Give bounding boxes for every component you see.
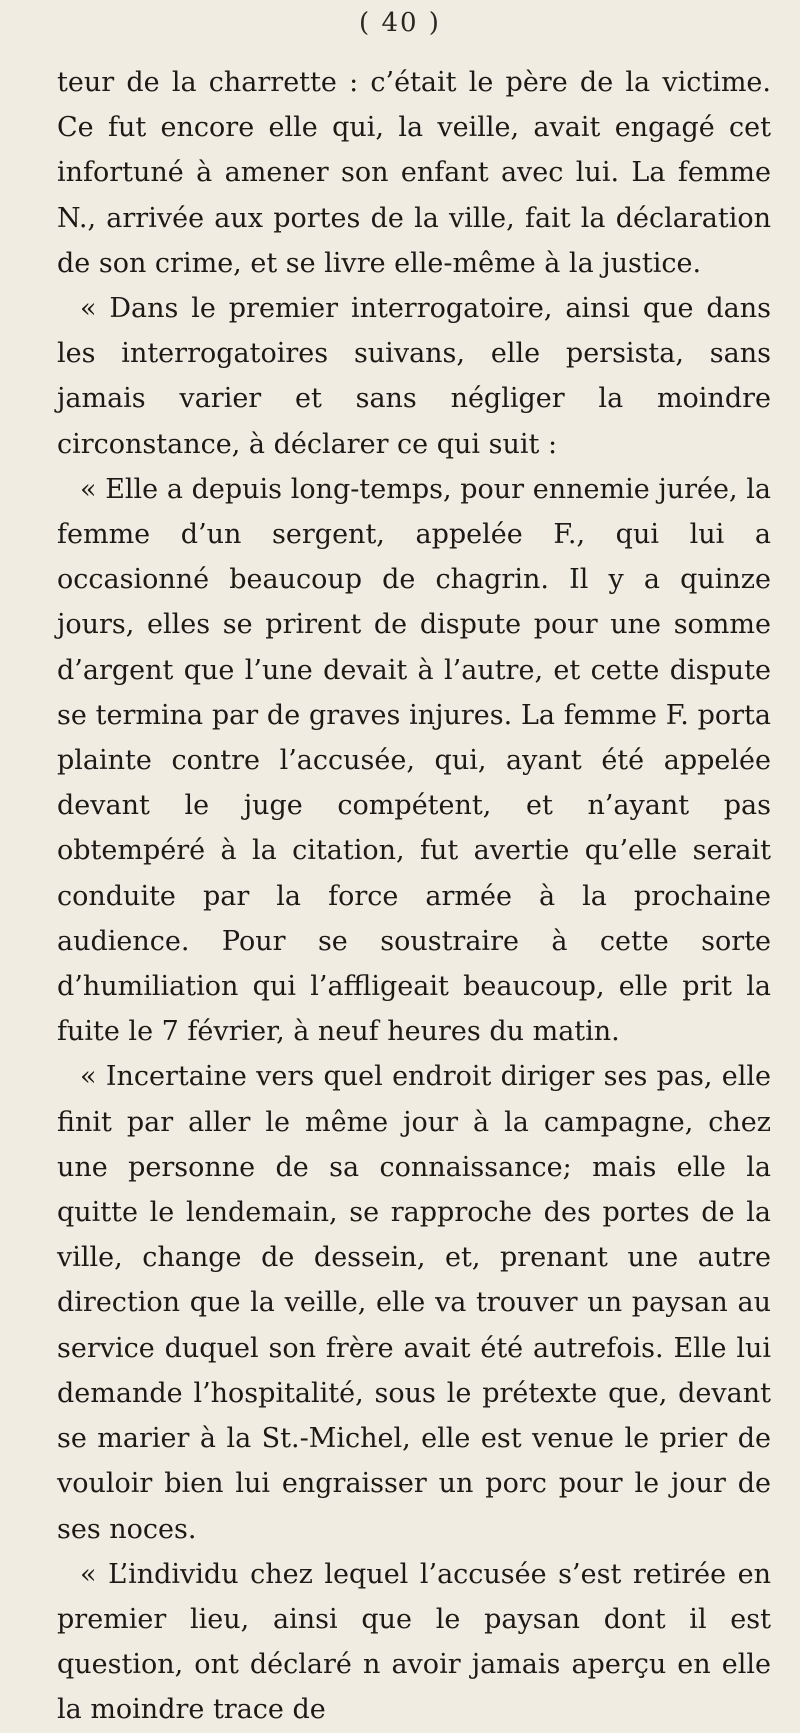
paragraph-flight: « Incertaine vers quel endroit diriger ses pas, elle finit par aller le même jour à la campagne, chez une personne de sa connaissance; mais elle la quitte le lendemain, se rapproche des portes de la ville, change de dessein, et, prenant une autre direction que la veille, elle va trouver un paysan au service duquel son frère avait été autrefois. Elle lui demande l’hospitalité, sous le prétexte que, devant se marier à la St.-Michel, elle est venue le prier de vouloir bien lui engraisser un porc pour le jour de ses noces.: [57, 1061, 771, 1545]
paragraph-interrogation: « Dans le premier interrogatoire, ainsi que dans les interrogatoires suivans, elle persista, sans jamais varier et sans négliger la moindre circonstance, à déclarer ce qui suit :: [57, 293, 771, 460]
page-number: ( 40 ): [359, 8, 441, 38]
paragraph-witnesses: « L’individu chez lequel l’accusée s’est retirée en premier lieu, ainsi que le paysan dont il est question, ont déclaré n avoir jamais aperçu en elle la moindre trace de: [57, 1558, 771, 1726]
body-text: [57, 60, 771, 1733]
paragraph-enemy: « Elle a depuis long-temps, pour ennemie jurée, la femme d’un sergent, appelée F., qui lui a occasionné beaucoup de chagrin. Il y a quinze jours, elles se prirent de dispute pour une somme d’argent que l’une devait à l’autre, et cette dispute se termina par de graves injures. La femme F. porta plainte contre l’accusée, qui, ayant été appelée devant le juge compétent, et n’ayant pas obtempéré à la citation, fut avertie qu’elle serait conduite par la force armée à la prochaine audience. Pour se soustraire à cette sorte d’humiliation qui l’affligeait beaucoup, elle prit la fuite le 7 février, à neuf heures du matin.: [57, 473, 771, 1048]
paragraph-continued: teur de la charrette : c’était le père de la victime. Ce fut encore elle qui, la veille, avait engagé cet infortuné à amener son enfant avec lui. La femme N., arrivée aux portes de la ville, fait la déclaration de son crime, et se livre elle-même à la justice.: [57, 67, 771, 279]
